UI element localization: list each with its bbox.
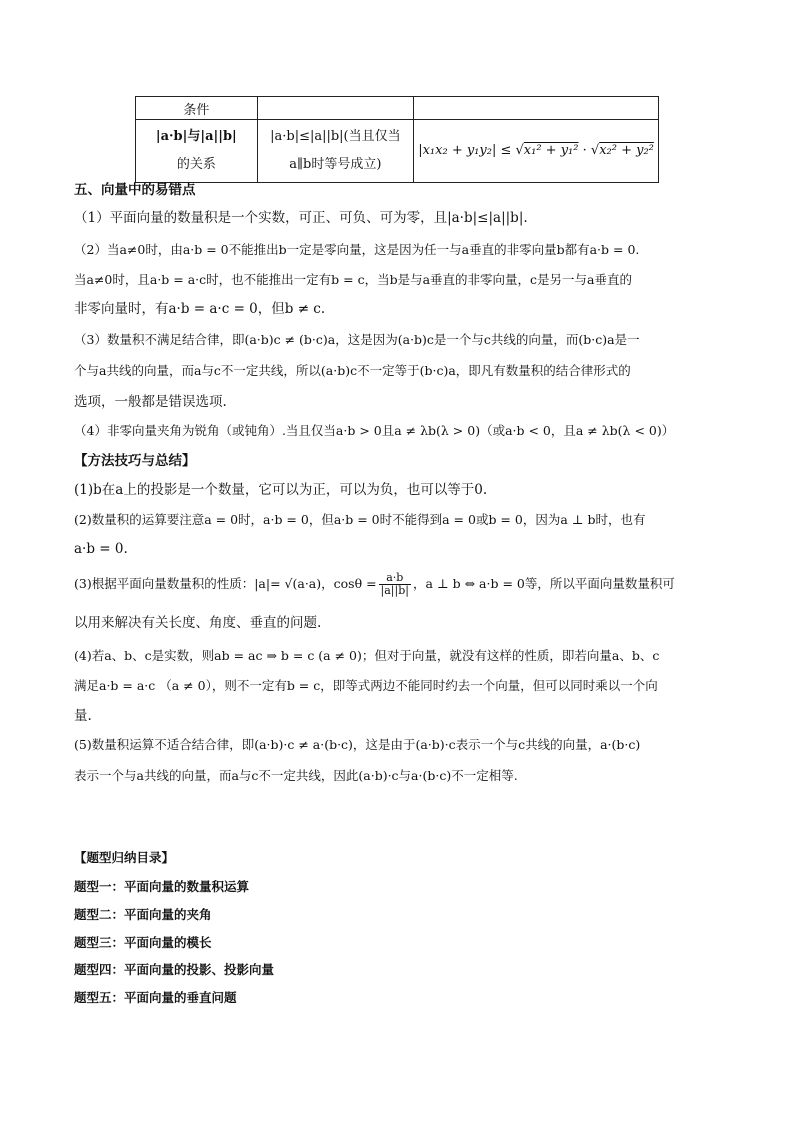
paragraph-with-fraction: [74, 572, 734, 597]
formula-radicand-2: x₂² + y₂²: [599, 143, 654, 158]
condition-table: [135, 96, 659, 183]
m3-pre: (3)根据平面向量数量积的性质：|a|= √(a·a)，cosθ =: [74, 576, 377, 591]
paragraph: 个与a共线的向量，而a与c不一定共线，所以(a·b)c不一定等于(b·c)a，即凡有数量积的结合律形式的: [74, 363, 631, 378]
paragraph: (4)若a、b、c是实数，则ab = ac ⇒ b = c (a ≠ 0)；但对于向量，就没有这样的性质，即若向量a、b、c: [74, 648, 660, 663]
catalog-item: 题型二：平面向量的夹角: [74, 907, 212, 922]
catalog-item: 题型三：平面向量的模长: [74, 935, 212, 950]
formula-left: |x₁x₂ + y₁y₂| ≤: [418, 143, 516, 158]
paragraph: 当a≠0时，且a·b = a·c时，也不能推出一定有b = c，当b是与a垂直的非零向量，c是另一与a垂直的: [74, 272, 632, 287]
paragraph: （3）数量积不满足结合律，即(a·b)c ≠ (b·c)a，这是因为(a·b)c是一个与c共线的向量，而(b·c)a是一: [74, 332, 640, 347]
paragraph: （2）当a≠0时，由a·b = 0不能推出b一定是零向量，这是因为任一与a垂直的非零向量b都有a·b = 0.: [74, 242, 640, 257]
paragraph: 非零向量时，有a·b = a·c = 0，但b ≠ c.: [74, 301, 326, 317]
paragraph: 表示一个与a共线的向量，而a与c不一定共线，因此(a·b)·c与a·(b·c)不一定相等.: [74, 768, 518, 783]
table-header-cell: [414, 97, 659, 120]
fraction-denominator: |a||b|: [380, 584, 409, 597]
catalog-item: 题型五：平面向量的垂直问题: [74, 990, 237, 1005]
formula-radicand-1: x₁² + y₁²: [523, 143, 579, 158]
paragraph: 量.: [74, 708, 92, 724]
sqrt-icon: √: [590, 143, 600, 158]
catalog-item: 题型一：平面向量的数量积运算: [74, 879, 250, 894]
paragraph: (2)数量积的运算要注意a = 0时，a·b = 0，但a·b = 0时不能得到a = 0或b = 0，因为a ⊥ b时，也有: [74, 512, 646, 527]
table-header-row: [136, 97, 659, 120]
paragraph: a·b = 0.: [74, 541, 128, 557]
table-header-cell: 条件: [136, 97, 258, 120]
relation-line1: |a·b|与|a||b|: [155, 129, 237, 144]
paragraph: 选项，一般都是错误选项.: [74, 394, 227, 410]
paragraph: 以用来解决有关长度、角度、垂直的问题.: [74, 615, 322, 631]
catalog-title: 【题型归纳目录】: [74, 850, 175, 865]
cos-fraction: [379, 572, 411, 597]
table-row: [136, 120, 659, 183]
table-header-cell: [257, 97, 413, 120]
fraction-numerator: a·b: [379, 572, 411, 585]
paragraph: 满足a·b = a·c （a ≠ 0），则不一定有b = c，即等式两边不能同时约去一个向量，但可以同时乘以一个向: [74, 678, 658, 693]
relation-line2: 的关系: [176, 157, 216, 172]
paragraph: （4）非零向量夹角为锐角（或钝角）.当且仅当a·b > 0且a ≠ λb(λ > 0)（或a·b < 0，且a ≠ λb(λ < 0)）: [74, 423, 675, 438]
table-cell-relation: [136, 120, 258, 183]
formula-dot: ·: [578, 143, 591, 158]
table-cell-formula: [414, 120, 659, 183]
paragraph: (5)数量积运算不适合结合律，即(a·b)·c ≠ a·(b·c)，这是由于(a·b)·c表示一个与c共线的向量，a·(b·c): [74, 737, 641, 752]
table-cell-inequality: [257, 120, 413, 183]
paragraph: (1)b在a上的投影是一个数量，它可以为正，可以为负，也可以等于0.: [74, 482, 488, 498]
sqrt-icon: √: [515, 143, 524, 158]
section-title: 五、向量中的易错点: [74, 182, 196, 198]
methods-title: 【方法技巧与总结】: [74, 453, 196, 469]
inequality-line1: |a·b|≤|a||b|(当且仅当: [270, 129, 401, 144]
inequality-line2: a∥b时等号成立): [289, 157, 382, 172]
catalog-item: 题型四：平面向量的投影、投影向量: [74, 962, 275, 977]
m3-post: ，a ⊥ b ⇔ a·b = 0等，所以平面向量数量积可: [412, 576, 675, 591]
paragraph: （1）平面向量的数量积是一个实数，可正、可负、可为零，且|a·b|≤|a||b|.: [74, 210, 528, 226]
